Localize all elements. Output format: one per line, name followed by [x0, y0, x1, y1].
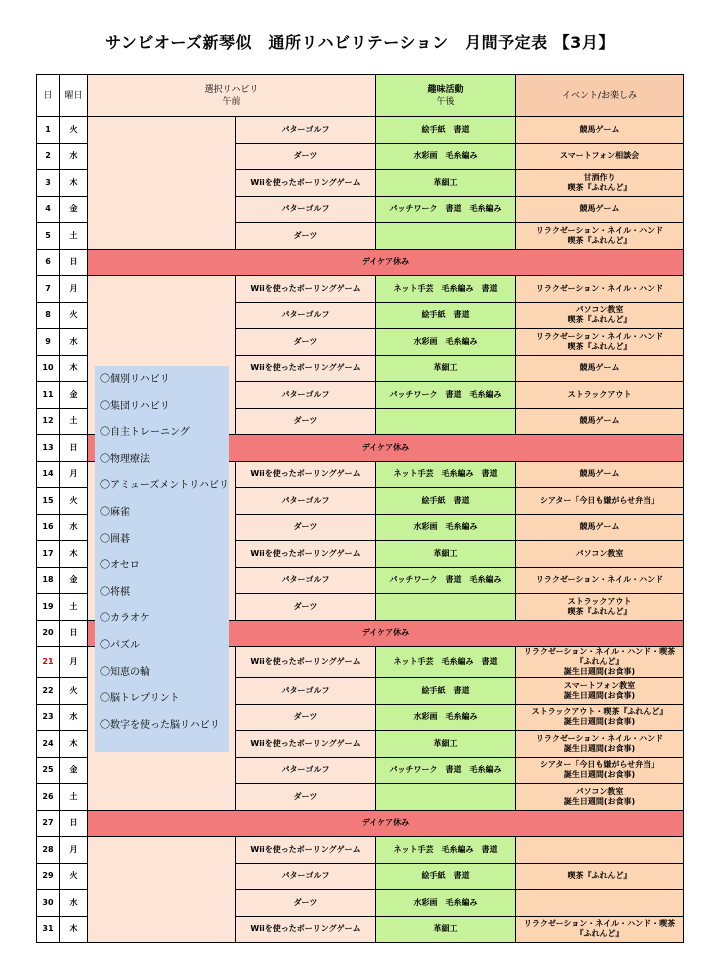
am-activity-cell: ダーツ	[236, 594, 376, 621]
hobby-cell	[376, 408, 516, 435]
header-row	[37, 75, 684, 117]
weekday-cell: 月	[60, 837, 88, 864]
am-activity-cell: パターゴルフ	[236, 117, 376, 144]
weekday-cell: 木	[60, 541, 88, 568]
day-cell: 15	[37, 488, 60, 515]
day-cell: 29	[37, 863, 60, 890]
am-activity-cell: ダーツ	[236, 890, 376, 917]
day-cell: 5	[37, 223, 60, 250]
day-cell: 4	[37, 196, 60, 223]
header-pm	[376, 75, 516, 117]
am-activity-cell: パターゴルフ	[236, 488, 376, 515]
header-pm-line1: 趣味活動	[427, 84, 464, 95]
rehab-option-item: 〇囲碁	[100, 533, 130, 545]
hobby-cell: 絵手紙 書道	[376, 678, 516, 705]
day-cell: 16	[37, 514, 60, 541]
event-cell: リラクゼーション・ネイル・ハンド 誕生日週間(お食事)	[516, 731, 684, 758]
event-cell: 競馬ゲーム	[516, 117, 684, 144]
day-cell: 27	[37, 810, 60, 837]
rehab-option-item: 〇集団リハビリ	[100, 400, 170, 412]
am-activity-cell: Wiiを使ったボーリングゲーム	[236, 170, 376, 197]
am-activity-cell: Wiiを使ったボーリングゲーム	[236, 355, 376, 382]
weekday-cell: 水	[60, 143, 88, 170]
day-cell: 23	[37, 704, 60, 731]
day-cell: 21	[37, 647, 60, 678]
hobby-cell: 絵手紙 書道	[376, 117, 516, 144]
weekday-cell: 木	[60, 355, 88, 382]
weekday-cell: 金	[60, 567, 88, 594]
header-am-line1: 選択リハビリ	[204, 84, 259, 95]
event-cell: 甘酒作り 喫茶『ふれんど』	[516, 170, 684, 197]
hobby-cell: 水彩画 毛糸編み	[376, 704, 516, 731]
holiday-cell: デイケア休み	[88, 435, 684, 462]
weekday-cell: 日	[60, 435, 88, 462]
weekday-cell: 日	[60, 810, 88, 837]
rehab-option-item: 〇知恵の輪	[100, 666, 150, 678]
am-activity-cell: ダーツ	[236, 223, 376, 250]
hobby-cell: 革細工	[376, 731, 516, 758]
header-day: 日	[37, 75, 60, 117]
event-cell: リラクゼーション・ネイル・ハンド・喫茶『ふれんど』	[516, 916, 684, 943]
am-activity-cell: Wiiを使ったボーリングゲーム	[236, 837, 376, 864]
am-activity-cell: Wiiを使ったボーリングゲーム	[236, 461, 376, 488]
weekday-cell: 水	[60, 704, 88, 731]
am-activity-cell: パターゴルフ	[236, 196, 376, 223]
hobby-cell: パッチワーク 書道 毛糸編み	[376, 196, 516, 223]
rehab-option-item: 〇自主トレーニング	[100, 427, 190, 439]
schedule-row	[37, 117, 684, 144]
weekday-cell: 日	[60, 249, 88, 276]
event-cell: 競馬ゲーム	[516, 355, 684, 382]
rehab-option-item: 〇将棋	[100, 586, 130, 598]
am-activity-cell: ダーツ	[236, 514, 376, 541]
day-cell: 8	[37, 302, 60, 329]
header-am	[88, 75, 376, 117]
day-cell: 9	[37, 329, 60, 356]
day-cell: 12	[37, 408, 60, 435]
weekday-cell: 木	[60, 170, 88, 197]
am-activity-cell: パターゴルフ	[236, 567, 376, 594]
weekday-cell: 水	[60, 890, 88, 917]
am-activity-cell: パターゴルフ	[236, 302, 376, 329]
event-cell: スマートフォン教室 誕生日週間(お食事)	[516, 678, 684, 705]
weekday-cell: 水	[60, 514, 88, 541]
hobby-cell: 絵手紙 書道	[376, 863, 516, 890]
day-cell: 26	[37, 784, 60, 811]
weekday-cell: 金	[60, 196, 88, 223]
hobby-cell: ネット手芸 毛糸編み 書道	[376, 837, 516, 864]
rehab-option-item: 〇麻雀	[100, 506, 130, 518]
hobby-cell	[376, 784, 516, 811]
weekday-cell: 火	[60, 678, 88, 705]
event-cell: リラクゼーション・ネイル・ハンド 喫茶『ふれんど』	[516, 329, 684, 356]
weekday-cell: 火	[60, 117, 88, 144]
day-cell: 17	[37, 541, 60, 568]
am-activity-cell: パターゴルフ	[236, 863, 376, 890]
event-cell: パソコン教室 喫茶『ふれんど』	[516, 302, 684, 329]
day-cell: 6	[37, 249, 60, 276]
schedule-row	[37, 837, 684, 864]
am-activity-cell: Wiiを使ったボーリングゲーム	[236, 731, 376, 758]
event-cell: 競馬ゲーム	[516, 408, 684, 435]
rehab-option-item: 〇物理療法	[100, 453, 150, 465]
day-cell: 3	[37, 170, 60, 197]
hobby-cell: ネット手芸 毛糸編み 書道	[376, 276, 516, 303]
weekday-cell: 火	[60, 863, 88, 890]
event-cell: 競馬ゲーム	[516, 514, 684, 541]
weekday-cell: 土	[60, 223, 88, 250]
am-activity-cell: ダーツ	[236, 408, 376, 435]
event-cell	[516, 837, 684, 864]
weekday-cell: 木	[60, 916, 88, 943]
event-cell	[516, 890, 684, 917]
am-blank-cell	[88, 837, 236, 943]
am-activity-cell: Wiiを使ったボーリングゲーム	[236, 647, 376, 678]
hobby-cell: 革細工	[376, 916, 516, 943]
day-cell: 11	[37, 382, 60, 409]
rehab-option-item: 〇カラオケ	[100, 613, 150, 625]
am-activity-cell: パターゴルフ	[236, 382, 376, 409]
weekday-cell: 木	[60, 731, 88, 758]
event-cell: リラクゼーション・ネイル・ハンド	[516, 276, 684, 303]
day-cell: 20	[37, 620, 60, 647]
event-cell: 競馬ゲーム	[516, 461, 684, 488]
weekday-cell: 金	[60, 382, 88, 409]
weekday-cell: 火	[60, 302, 88, 329]
day-cell: 30	[37, 890, 60, 917]
hobby-cell	[376, 594, 516, 621]
header-weekday: 曜日	[60, 75, 88, 117]
event-cell: ストラックアウト 喫茶『ふれんど』	[516, 594, 684, 621]
hobby-cell	[376, 223, 516, 250]
day-cell: 2	[37, 143, 60, 170]
am-activity-cell: ダーツ	[236, 704, 376, 731]
hobby-cell: パッチワーク 書道 毛糸編み	[376, 757, 516, 784]
day-cell: 31	[37, 916, 60, 943]
event-cell: シアター「今日も嫌がらせ弁当」	[516, 488, 684, 515]
rehab-option-item: 〇数字を使った脳リハビリ	[100, 719, 220, 731]
rehab-option-item: 〇パズル	[100, 639, 140, 651]
am-activity-cell: Wiiを使ったボーリングゲーム	[236, 541, 376, 568]
hobby-cell: 絵手紙 書道	[376, 302, 516, 329]
day-cell: 1	[37, 117, 60, 144]
day-cell: 14	[37, 461, 60, 488]
rehab-options-panel	[95, 366, 229, 752]
day-cell: 10	[37, 355, 60, 382]
hobby-cell: パッチワーク 書道 毛糸編み	[376, 567, 516, 594]
event-cell: スマートフォン相談会	[516, 143, 684, 170]
hobby-cell: 革細工	[376, 541, 516, 568]
page-title: サンビオーズ新琴似 通所リハビリテーション 月間予定表 【3月】	[105, 33, 615, 52]
holiday-cell: デイケア休み	[88, 620, 684, 647]
event-cell: ストラックアウト	[516, 382, 684, 409]
day-cell: 18	[37, 567, 60, 594]
event-cell: パソコン教室 誕生日週間(お食事)	[516, 784, 684, 811]
holiday-cell: デイケア休み	[88, 249, 684, 276]
event-cell: リラクゼーション・ネイル・ハンド	[516, 567, 684, 594]
event-cell: 競馬ゲーム	[516, 196, 684, 223]
hobby-cell: 水彩画 毛糸編み	[376, 329, 516, 356]
holiday-cell: デイケア休み	[88, 810, 684, 837]
hobby-cell: 水彩画 毛糸編み	[376, 514, 516, 541]
day-cell: 28	[37, 837, 60, 864]
hobby-cell: 絵手紙 書道	[376, 488, 516, 515]
am-activity-cell: パターゴルフ	[236, 757, 376, 784]
header-am-line2: 午前	[222, 96, 241, 107]
day-cell: 7	[37, 276, 60, 303]
am-blank-cell	[88, 117, 236, 250]
am-activity-cell: Wiiを使ったボーリングゲーム	[236, 276, 376, 303]
hobby-cell: ネット手芸 毛糸編み 書道	[376, 461, 516, 488]
weekday-cell: 水	[60, 329, 88, 356]
day-cell: 22	[37, 678, 60, 705]
hobby-cell: パッチワーク 書道 毛糸編み	[376, 382, 516, 409]
day-cell: 13	[37, 435, 60, 462]
am-activity-cell: パターゴルフ	[236, 678, 376, 705]
weekday-cell: 日	[60, 620, 88, 647]
header-pm-line2: 午後	[436, 96, 455, 107]
hobby-cell: 水彩画 毛糸編み	[376, 143, 516, 170]
hobby-cell: 革細工	[376, 355, 516, 382]
day-cell: 19	[37, 594, 60, 621]
weekday-cell: 月	[60, 276, 88, 303]
weekday-cell: 土	[60, 784, 88, 811]
weekday-cell: 月	[60, 647, 88, 678]
day-cell: 25	[37, 757, 60, 784]
am-activity-cell: ダーツ	[236, 784, 376, 811]
header-event: イベント/お楽しみ	[516, 75, 684, 117]
weekday-cell: 土	[60, 594, 88, 621]
hobby-cell: 水彩画 毛糸編み	[376, 890, 516, 917]
weekday-cell: 土	[60, 408, 88, 435]
hobby-cell: 革細工	[376, 170, 516, 197]
hobby-cell: ネット手芸 毛糸編み 書道	[376, 647, 516, 678]
am-activity-cell: ダーツ	[236, 143, 376, 170]
event-cell: 喫茶『ふれんど』	[516, 863, 684, 890]
event-cell: シアター「今日も嫌がらせ弁当」 誕生日週間(お食事)	[516, 757, 684, 784]
weekday-cell: 火	[60, 488, 88, 515]
rehab-options-list	[100, 370, 229, 742]
am-activity-cell: ダーツ	[236, 329, 376, 356]
rehab-option-item: 〇脳トレプリント	[100, 693, 180, 705]
am-activity-cell: Wiiを使ったボーリングゲーム	[236, 916, 376, 943]
weekday-cell: 金	[60, 757, 88, 784]
day-cell: 24	[37, 731, 60, 758]
rehab-option-item: 〇オセロ	[100, 560, 140, 572]
schedule-row	[37, 276, 684, 303]
event-cell: パソコン教室	[516, 541, 684, 568]
event-cell: リラクゼーション・ネイル・ハンド 喫茶『ふれんど』	[516, 223, 684, 250]
schedule-row	[37, 810, 684, 837]
event-cell: リラクゼーション・ネイル・ハンド・喫茶『ふれんど』 誕生日週間(お食事)	[516, 647, 684, 678]
rehab-option-item: 〇個別リハビリ	[100, 374, 170, 385]
event-cell: ストラックアウト・喫茶『ふれんど』 誕生日週間(お食事)	[516, 704, 684, 731]
weekday-cell: 月	[60, 461, 88, 488]
rehab-option-item: 〇アミューズメントリハビリ	[100, 480, 229, 492]
schedule-row	[37, 249, 684, 276]
